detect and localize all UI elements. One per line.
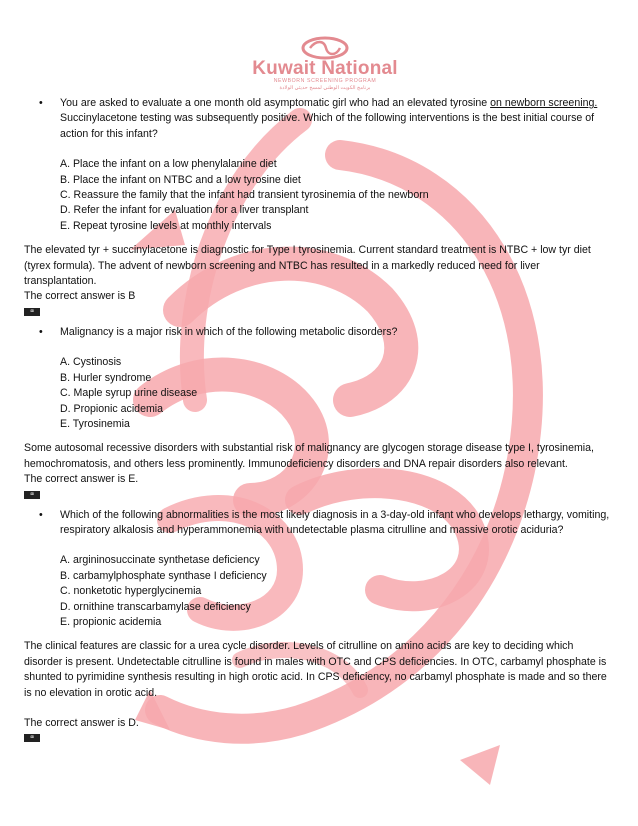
option: A. Cystinosis (60, 356, 122, 369)
document-body (24, 96, 612, 745)
question-3-text: Which of the following abnormalities is the most likely diagnosis in a 3-day-old infant who develops lethargy, vomiting, respiratory alkalosis and hyperammonemia with undetectable plasma citrulline and massive orotic aciduria? (60, 508, 610, 536)
option: A. argininosuccinate synthetase deficiency (60, 554, 260, 567)
question-3-answer: The correct answer is D. (24, 717, 139, 729)
question-1 (24, 96, 612, 142)
placeholder-marker-icon: ⌧ (24, 491, 40, 499)
question-1-answer: The correct answer is B (24, 290, 136, 303)
option: E. Tyrosinemia (60, 417, 130, 430)
question-1-underlined: on newborn screening. (490, 97, 598, 109)
placeholder-marker-icon: ⌧ (24, 734, 40, 742)
option: C. Reassure the family that the infant had transient tyrosinemia of the newborn (60, 189, 429, 202)
question-1-options (24, 157, 612, 234)
bullet-icon: • (39, 325, 43, 338)
question-2-options (24, 355, 612, 432)
question-2-explanation: Some autosomal recessive disorders with substantial risk of malignancy are glycogen storage disease type I, tyrosinemia, hemochromatosis, and others less prominently. Immunodeficiency disorders and DNA repair disorders also relevant. (24, 442, 594, 470)
option: D. Propionic acidemia (60, 402, 164, 415)
question-1-text (60, 96, 612, 142)
option: B. carbamylphosphate synthase I deficiency (60, 569, 267, 582)
question-3 (24, 508, 612, 539)
option: C. nonketotic hyperglycinemia (60, 585, 202, 598)
question-3-explanation: The clinical features are classic for a urea cycle disorder. Levels of citrulline on amino acids are key to deciding which disorder is present. Undetectable citrulline is found in males with OTC and CPS deficiencies. In OTC, carbamyl phosphate is shunted to pyrimidine synthesis resulting in high orotic acid. In CPS deficiency, no carbamyl phosphate is made and so there is no elevation in orotic acid. (24, 640, 607, 699)
question-1-text-part1: You are asked to evaluate a one month old asymptomatic girl who had an elevated tyrosine (60, 97, 491, 109)
question-2-text: Malignancy is a major risk in which of the following metabolic disorders? (60, 325, 398, 338)
bullet-icon: • (39, 97, 43, 109)
option: C. Maple syrup urine disease (60, 387, 198, 400)
logo-title: Kuwait National (252, 58, 398, 79)
option: D. ornithine transcarbamylase deficiency (60, 600, 251, 613)
question-3-options (24, 553, 612, 630)
option: B. Place the infant on NTBC and a low tyrosine diet (60, 173, 301, 186)
logo-arabic-text: برنامج الكويت الوطني لمسح حديثي الولادة (279, 85, 371, 91)
option: D. Refer the infant for evaluation for a liver transplant (60, 204, 309, 217)
option: B. Hurler syndrome (60, 371, 152, 384)
question-1-explanation: The elevated tyr + succinylacetone is diagnostic for Type I tyrosinemia. Current standard treatment is NTBC + low tyr diet (tyrex formula). The advent of newborn screening and NTBC has resulted in a markedly reduced need for liver transplantation. (24, 244, 591, 288)
bullet-icon: • (39, 508, 43, 521)
placeholder-marker-icon: ⌧ (24, 308, 40, 316)
option: E. propionic acidemia (60, 615, 162, 628)
question-1-text-part2: Succinylacetone testing was subsequently positive. Which of the following interventions is the best initial course of action for this infant? (60, 112, 595, 140)
option: E. Repeat tyrosine levels at monthly intervals (60, 219, 272, 232)
question-2 (24, 325, 612, 340)
option: A. Place the infant on a low phenylalanine diet (60, 158, 277, 171)
question-2-answer: The correct answer is E. (24, 473, 139, 486)
logo-subtitle: NEWBORN SCREENING PROGRAM (273, 78, 377, 84)
header-logo (250, 34, 400, 94)
